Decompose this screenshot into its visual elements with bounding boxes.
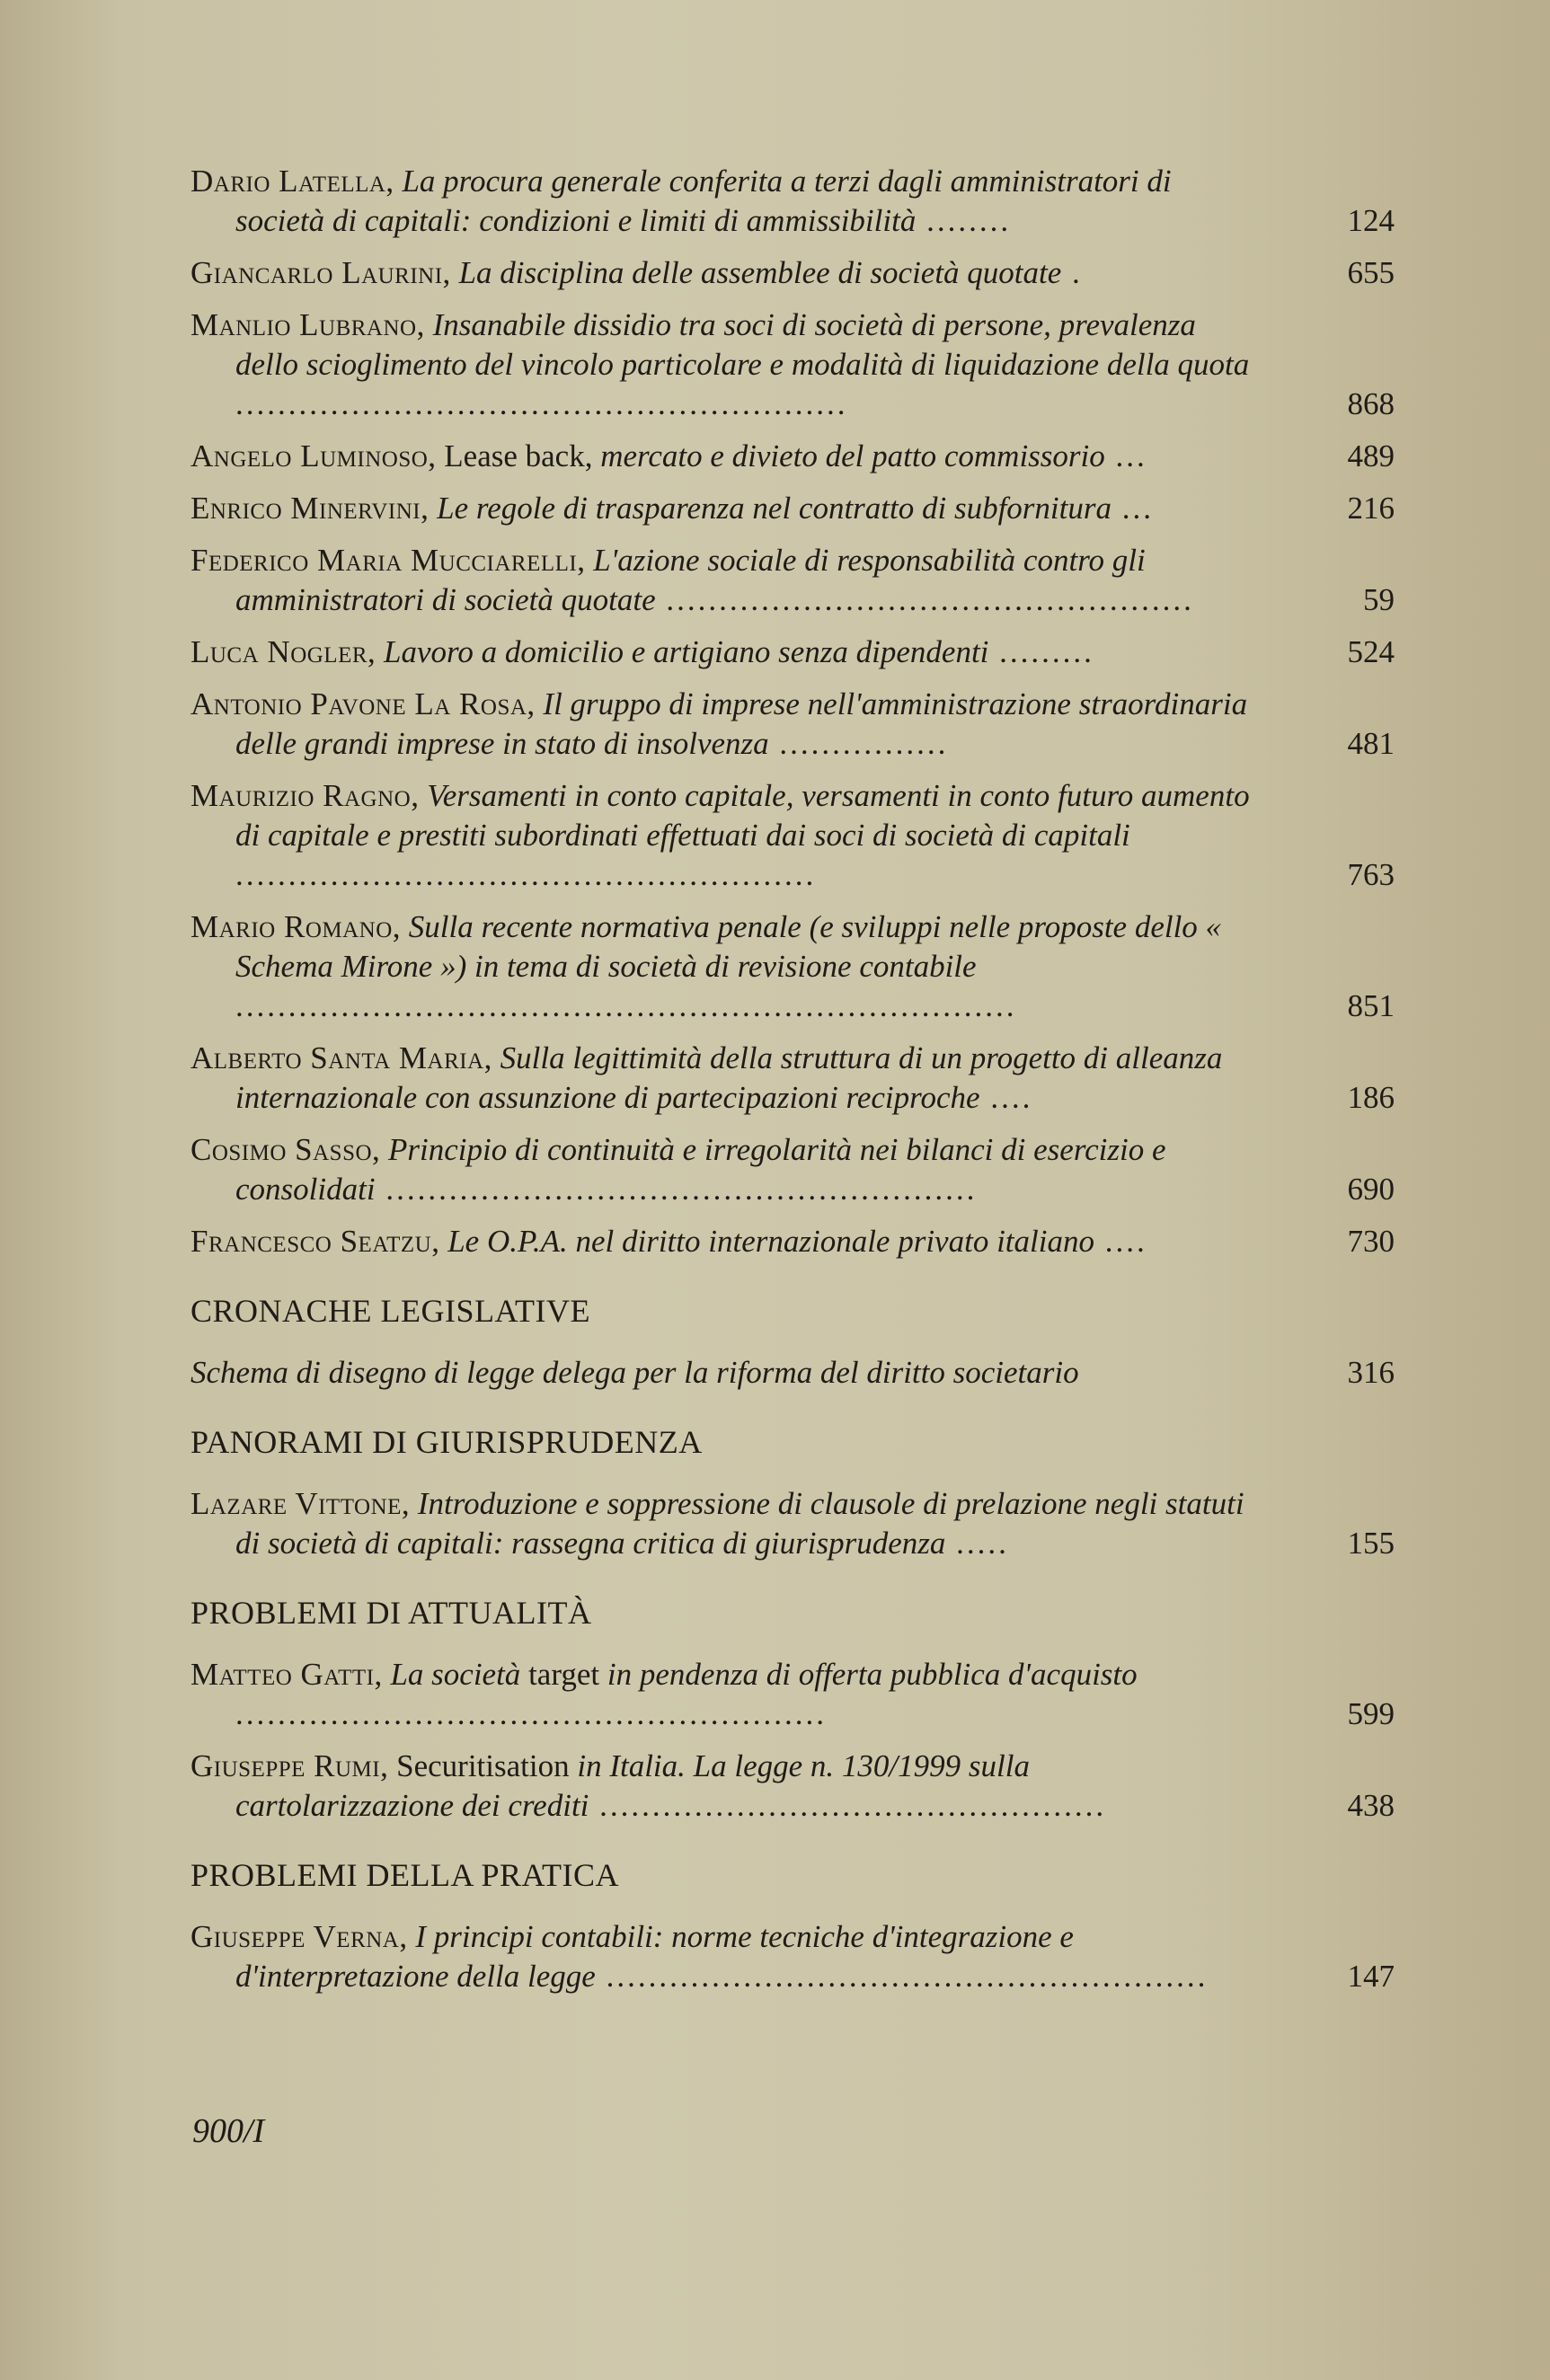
toc-entry (190, 685, 1395, 764)
dot-leader: ........ (916, 203, 1012, 238)
entry-title: L'azione sociale di responsabilità contro gli amministratori di società quotate (235, 543, 1146, 617)
entry-page: 851 (1347, 988, 1395, 1023)
entry-title: Introduzione e soppressione di clausole di prelazione negli statuti di società di capitali: rassegna critica di giurisprudenza (235, 1486, 1244, 1561)
dot-leader: .................................................. (655, 582, 1194, 617)
entries-section-a (190, 162, 1395, 1261)
entry-page: 524 (1347, 634, 1395, 669)
table-of-contents (190, 162, 1395, 2009)
entry-author: Alberto Santa Maria, (190, 1040, 492, 1075)
section-heading-attualita: PROBLEMI DI ATTUALITÀ (190, 1595, 592, 1631)
entry-title: La procura generale conferita a terzi dagli amministratori di società di capitali: condizioni e limiti di ammissibilità (235, 164, 1172, 238)
entry-author: Cosimo Sasso, (190, 1132, 381, 1167)
entry-title: I principi contabili: norme tecniche d'integrazione e d'interpretazione della legge (235, 1919, 1074, 1994)
toc-entry (190, 1222, 1395, 1261)
entry-title: La società (390, 1657, 521, 1692)
dot-leader: ......................................................... (595, 1959, 1209, 1994)
entry-author: Francesco Seatzu, (190, 1224, 440, 1259)
dot-leader: ........................................................ (235, 1696, 827, 1731)
entry-page: 124 (1347, 203, 1395, 238)
entry-page: 147 (1347, 1959, 1395, 1994)
entry-author: Enrico Minervini, (190, 491, 430, 526)
entry-author: Luca Nogler, (190, 634, 376, 669)
section-heading-cronache: CRONACHE LEGISLATIVE (190, 1293, 590, 1329)
entry-page: 489 (1347, 438, 1395, 473)
entry-page: 59 (1363, 582, 1395, 617)
dot-leader: ....................................................... (235, 857, 817, 892)
toc-entry (190, 253, 1395, 293)
toc-entry (190, 1039, 1395, 1118)
entry-author: Antonio Pavone La Rosa, (190, 686, 536, 721)
entry-page: 186 (1347, 1080, 1395, 1115)
toc-entry (190, 1655, 1395, 1734)
page-number-footer: 900/I (192, 2112, 265, 2150)
toc-entry (190, 1130, 1395, 1209)
entry-page: 481 (1347, 726, 1395, 761)
entry-title: Lavoro a domicilio e artigiano senza dipendenti (384, 634, 989, 669)
dot-leader: .... (1094, 1224, 1147, 1259)
section-heading-pratica: PROBLEMI DELLA PRATICA (190, 1857, 620, 1893)
toc-entry (190, 633, 1395, 672)
entry-title: Principio di continuità e irregolarità nei bilanci di esercizio e consolidati (235, 1132, 1166, 1207)
entry-page: 763 (1347, 857, 1395, 892)
entry-title: Sulla recente normativa penale (e sviluppi nelle proposte dello « Schema Mirone ») in tema di società di revisione contabile (235, 909, 1222, 984)
entry-title: mercato e divieto del patto commissorio (592, 438, 1105, 473)
toc-entry (190, 489, 1395, 528)
toc-entry (190, 541, 1395, 620)
entry-author: Matteo Gatti, (190, 1657, 383, 1692)
entry-author: Giuseppe Rumi, (190, 1748, 389, 1783)
entry-page: 655 (1347, 255, 1395, 290)
entry-title: La disciplina delle assemblee di società quotate (458, 255, 1062, 290)
entry-author: Giancarlo Laurini, (190, 255, 451, 290)
dot-leader: . (1061, 255, 1083, 290)
dot-leader: .......................................................... (235, 386, 848, 421)
toc-entry (190, 1484, 1395, 1563)
dot-leader: .......................................................................... (235, 988, 1017, 1023)
entry-author: Lazare Vittone, (190, 1486, 411, 1521)
entry-author: Maurizio Ragno, (190, 778, 420, 813)
entry-page: 690 (1347, 1172, 1395, 1207)
dot-leader: ........................................................ (375, 1172, 978, 1207)
dot-leader: ..... (945, 1526, 1009, 1561)
entry-author: Giuseppe Verna, (190, 1919, 408, 1954)
toc-entry (190, 1747, 1395, 1826)
toc-entry (190, 776, 1395, 895)
entry-title: Versamenti in conto capitale, versamenti in conto futuro aumento di capitale e prestiti subordinati effettuati dai soci di società di capitali (235, 778, 1250, 853)
entry-title: Schema di disegno di legge delega per la riforma del diritto societario (190, 1355, 1079, 1390)
toc-entry (190, 162, 1395, 241)
toc-entry (190, 437, 1395, 476)
toc-entry (190, 305, 1395, 424)
entry-page: 730 (1347, 1224, 1395, 1259)
dot-leader: ... (1112, 491, 1155, 526)
entry-title: in pendenza di offerta pubblica d'acquisto (607, 1657, 1138, 1692)
entry-title-roman: Lease back, (444, 438, 593, 473)
entry-page: 868 (1347, 386, 1395, 421)
toc-entry (190, 1917, 1395, 1996)
entry-title-roman: Securitisation (396, 1748, 578, 1783)
entry-author: Manlio Lubrano, (190, 307, 425, 342)
dot-leader: .... (979, 1080, 1033, 1115)
entry-author: Dario Latella, (190, 164, 394, 199)
entry-title-roman: target (520, 1657, 607, 1692)
dot-leader: ... (1104, 438, 1147, 473)
section-heading-panorami: PANORAMI DI GIURISPRUDENZA (190, 1424, 703, 1460)
entry-page: 155 (1347, 1526, 1395, 1561)
entry-page: 599 (1347, 1696, 1395, 1731)
toc-entry (190, 1353, 1395, 1393)
entry-title: Le O.P.A. nel diritto internazionale privato italiano (447, 1224, 1094, 1259)
toc-entry (190, 907, 1395, 1026)
entry-page: 438 (1347, 1788, 1395, 1823)
entry-author: Federico Maria Mucciarelli, (190, 543, 586, 578)
entry-page: 216 (1347, 491, 1395, 526)
entry-title: Sulla legittimità della struttura di un progetto di alleanza internazionale con assunzione di partecipazioni reciproche (235, 1040, 1223, 1115)
dot-leader: ......... (988, 634, 1094, 669)
entry-author: Mario Romano, (190, 909, 402, 944)
dot-leader: ................ (768, 726, 949, 761)
entry-page: 316 (1347, 1355, 1395, 1390)
entry-title: Il gruppo di imprese nell'amministrazione straordinaria delle grandi imprese in stato di insolvenza (235, 686, 1248, 761)
entry-title: Insanabile dissidio tra soci di società di persone, prevalenza dello scioglimento del vincolo particolare e modalità di liquidazione della quota (235, 307, 1250, 382)
entry-title: Le regole di trasparenza nel contratto di subfornitura (437, 491, 1112, 526)
entry-title: in Italia. La legge n. 130/1999 sulla cartolarizzazione dei crediti (235, 1748, 1030, 1823)
dot-leader: ................................................ (589, 1788, 1107, 1823)
entry-author: Angelo Luminoso, (190, 438, 437, 473)
